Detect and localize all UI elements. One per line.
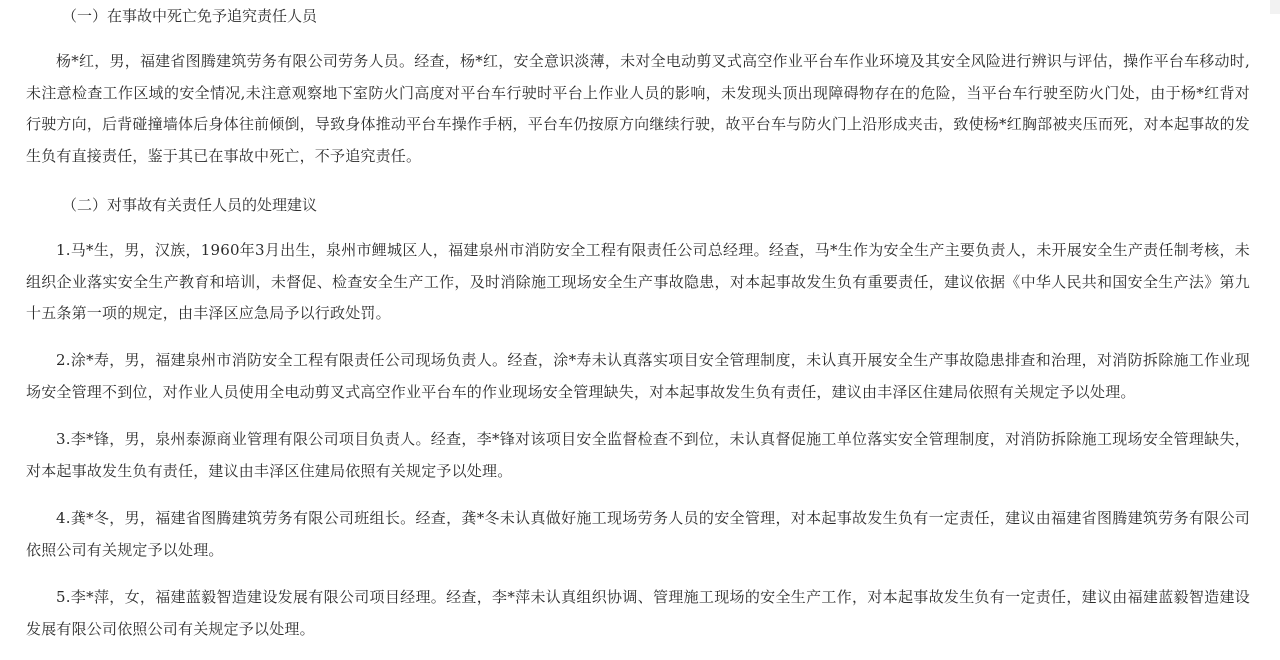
recommendation-item-4: 4.龚*冬，男，福建省图腾建筑劳务有限公司班组长。经查，龚*冬未认真做好施工现场劳务人员的安全管理，对本起事故发生负有一定责任，建议由福建省图腾建筑劳务有限公司依照公司有关规定予以处理。 [26,509,1250,559]
section-heading-deceased: （一）在事故中死亡免予追究责任人员 [62,7,318,25]
scrollbar[interactable] [1270,0,1280,14]
section-heading-recommendations: （二）对事故有关责任人员的处理建议 [62,196,318,214]
paragraph-deceased-person: 杨*红，男，福建省图腾建筑劳务有限公司劳务人员。经查，杨*红，安全意识淡薄，未对全电动剪叉式高空作业平台车作业环境及其安全风险进行辨识与评估，操作平台车移动时,未注意检查工作区域的安全情况,未注意观察地下室防火门高度对平台车行驶时平台上作业人员的影响，未发现头顶出现障碍物存在的危险，当平台车行驶至防火门处，由于杨*红背对行驶方向，后背碰撞墙体后身体往前倾倒，导致身体推动平台车操作手柄，平台车仍按原方向继续行驶，故平台车与防火门上沿形成夹击，致使杨*红胸部被夹压而死，对本起事故的发生负有直接责任，鉴于其已在事故中死亡，不予追究责任。 [26,52,1250,165]
recommendation-item-5: 5.李*萍，女，福建蓝毅智造建设发展有限公司项目经理。经查，李*萍未认真组织协调、管理施工现场的安全生产工作，对本起事故发生负有一定责任，建议由福建蓝毅智造建设发展有限公司依照公司有关规定予以处理。 [26,588,1250,638]
recommendation-item-1: 1.马*生，男，汉族，1960年3月出生，泉州市鲤城区人，福建泉州市消防安全工程有限责任公司总经理。经查，马*生作为安全生产主要负责人，未开展安全生产责任制考核，未组织企业落实安全生产教育和培训，未督促、检查安全生产工作，及时消除施工现场安全生产事故隐患，对本起事故发生负有重要责任，建议依据《中华人民共和国安全生产法》第九十五条第一项的规定，由丰泽区应急局予以行政处罚。 [26,241,1250,322]
recommendation-item-2: 2.涂*寿，男，福建泉州市消防安全工程有限责任公司现场负责人。经查，涂*寿未认真落实项目安全管理制度，未认真开展安全生产事故隐患排查和治理，对消防拆除施工作业现场安全管理不到位，对作业人员使用全电动剪叉式高空作业平台车的作业现场安全管理缺失，对本起事故发生负有责任，建议由丰泽区住建局依照有关规定予以处理。 [26,351,1250,401]
recommendation-item-3: 3.李*锋，男，泉州泰源商业管理有限公司项目负责人。经查，李*锋对该项目安全监督检查不到位，未认真督促施工单位落实安全管理制度，对消防拆除施工现场安全管理缺失，对本起事故发生负有责任，建议由丰泽区住建局依照有关规定予以处理。 [26,430,1250,480]
